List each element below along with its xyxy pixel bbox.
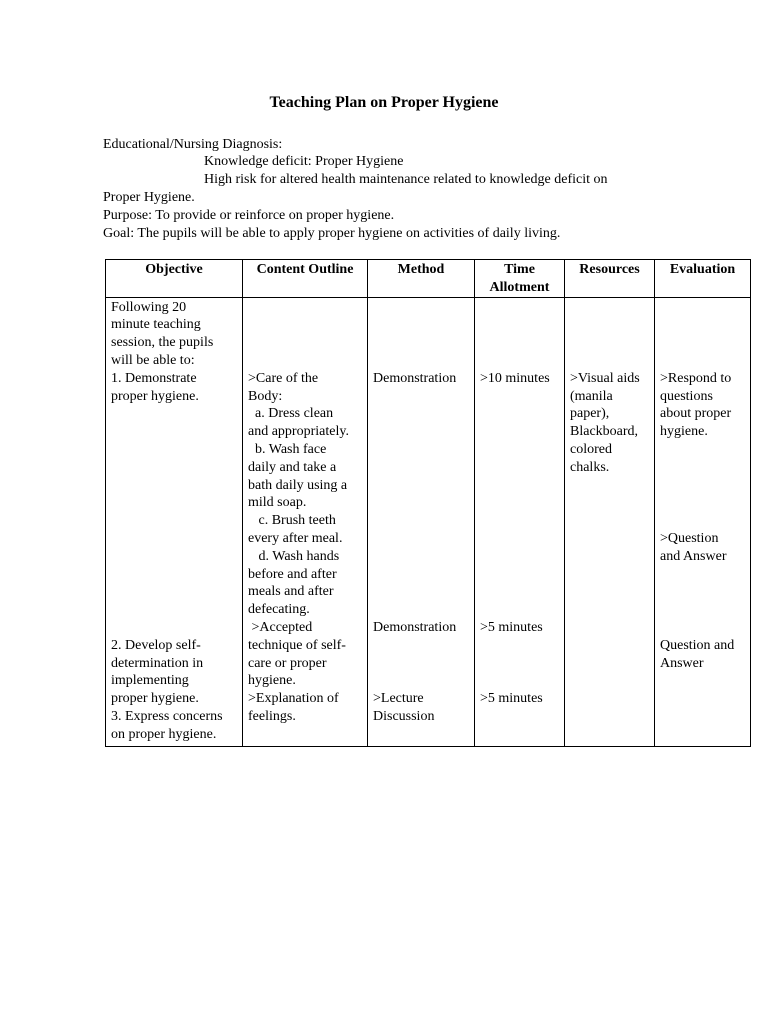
cell-text-line <box>480 637 559 655</box>
cell-text-line: every after meal. <box>248 530 343 546</box>
cell-text-line <box>111 477 237 495</box>
cell-text-line <box>660 566 745 584</box>
purpose-text: Purpose: To provide or reinforce on proper hygiene. <box>103 208 395 223</box>
header-method: Method <box>368 260 475 298</box>
cell-text-line: minute teaching <box>111 317 201 333</box>
cell-text-line: implementing <box>111 673 189 689</box>
cell-text-line: meals and after <box>248 584 334 600</box>
cell-text-line: colored <box>570 441 612 457</box>
header-time-line-1: Time <box>504 262 535 277</box>
cell-text-line <box>111 441 237 459</box>
header-content-outline: Content Outline <box>243 260 368 298</box>
cell-text-line: paper), <box>570 406 610 422</box>
cell-text-line <box>373 352 469 370</box>
cell-text-line: Demonstration <box>373 370 457 386</box>
cell-text-line <box>111 601 237 619</box>
cell-text-line: before and after <box>248 566 337 582</box>
cell-text-line: determination in <box>111 655 204 671</box>
resources-cell <box>565 297 655 746</box>
cell-text-line <box>480 423 559 441</box>
cell-text-line: >Care of the <box>248 370 319 386</box>
cell-text-line <box>480 672 559 690</box>
cell-text-line: Demonstration <box>373 619 457 635</box>
cell-text-line: proper hygiene. <box>111 691 199 707</box>
cell-text-line: care or proper <box>248 655 327 671</box>
table-header-row <box>106 260 751 298</box>
cell-text-line <box>248 316 362 334</box>
cell-text-line <box>111 530 237 548</box>
cell-text-line <box>480 601 559 619</box>
cell-text-line: a. Dress clean <box>248 406 334 422</box>
cell-text-line <box>248 299 362 317</box>
cell-text-line <box>660 334 745 352</box>
cell-text-line <box>480 388 559 406</box>
cell-text-line <box>660 583 745 601</box>
cell-text-line <box>480 352 559 370</box>
cell-text-line: 3. Express concerns <box>111 708 223 724</box>
header-time-allotment <box>475 260 565 298</box>
cell-text-line <box>660 601 745 619</box>
cell-text-line: 2. Develop self- <box>111 637 201 653</box>
cell-text-line <box>480 512 559 530</box>
cell-text-line <box>373 459 469 477</box>
cell-text-line <box>660 477 745 495</box>
cell-text-line: on proper hygiene. <box>111 726 217 742</box>
cell-text-line: Following 20 <box>111 299 187 315</box>
table-row <box>106 297 751 746</box>
header-evaluation: Evaluation <box>655 260 751 298</box>
cell-text-line <box>373 477 469 495</box>
cell-text-line: about proper <box>660 406 732 422</box>
cell-text-line: mild soap. <box>248 495 307 511</box>
cell-text-line: chalks. <box>570 459 610 475</box>
cell-text-line: Answer <box>660 655 704 671</box>
cell-text-line: >Question <box>660 530 719 546</box>
cell-text-line: Body: <box>248 388 283 404</box>
diagnosis-label: Educational/Nursing Diagnosis: <box>103 137 283 152</box>
cell-text-line <box>660 299 745 317</box>
objective-cell <box>106 297 243 746</box>
cell-text-line <box>480 334 559 352</box>
cell-text-line <box>660 441 745 459</box>
cell-text-line <box>480 299 559 317</box>
cell-text-line <box>373 637 469 655</box>
cell-text-line <box>111 583 237 601</box>
cell-text-line <box>373 334 469 352</box>
cell-text-line <box>373 388 469 406</box>
cell-text-line: 1. Demonstrate <box>111 370 197 386</box>
cell-text-line: proper hygiene. <box>111 388 199 404</box>
diagnosis-item-2-continued: Proper Hygiene. <box>103 190 195 205</box>
cell-text-line <box>660 459 745 477</box>
cell-text-line <box>480 405 559 423</box>
cell-text-line <box>111 619 237 637</box>
cell-text-line: d. Wash hands <box>248 548 340 564</box>
cell-text-line <box>570 334 649 352</box>
cell-text-line <box>480 494 559 512</box>
cell-text-line <box>373 566 469 584</box>
diagnosis-item-1: Knowledge deficit: Proper Hygiene <box>204 154 404 169</box>
cell-text-line <box>373 601 469 619</box>
cell-text-line: hygiene. <box>660 424 708 440</box>
cell-text-line <box>480 566 559 584</box>
cell-text-line <box>373 672 469 690</box>
cell-text-line: will be able to: <box>111 352 195 368</box>
cell-text-line: questions <box>660 388 713 404</box>
cell-text-line: session, the pupils <box>111 335 214 351</box>
cell-text-line: c. Brush teeth <box>248 513 336 529</box>
cell-text-line: daily and take a <box>248 459 337 475</box>
cell-text-line: >5 minutes <box>480 691 543 707</box>
cell-text-line: and appropriately. <box>248 424 349 440</box>
cell-text-line <box>111 548 237 566</box>
header-resources: Resources <box>565 260 655 298</box>
cell-text-line <box>248 334 362 352</box>
cell-text-line <box>111 512 237 530</box>
cell-text-line <box>480 583 559 601</box>
cell-text-line <box>480 316 559 334</box>
cell-text-line <box>373 530 469 548</box>
cell-text-line: >5 minutes <box>480 619 543 635</box>
diagnosis-item-2: High risk for altered health maintenance related to knowledge deficit on <box>204 172 608 187</box>
cell-text-line <box>373 316 469 334</box>
header-time-line-2: Allotment <box>489 279 550 295</box>
cell-text-line <box>111 405 237 423</box>
method-cell <box>368 297 475 746</box>
cell-text-line <box>373 405 469 423</box>
cell-text-line: >Respond to <box>660 370 732 386</box>
cell-text-line <box>111 566 237 584</box>
cell-text-line <box>660 494 745 512</box>
cell-text-line <box>248 352 362 370</box>
cell-text-line <box>570 316 649 334</box>
cell-text-line <box>660 352 745 370</box>
cell-text-line: Discussion <box>373 708 435 724</box>
cell-text-line <box>480 459 559 477</box>
cell-text-line: >Visual aids <box>570 370 640 386</box>
cell-text-line <box>373 441 469 459</box>
cell-text-line <box>373 548 469 566</box>
cell-text-line <box>373 299 469 317</box>
cell-text-line: >Accepted <box>248 619 313 635</box>
evaluation-cell <box>655 297 751 746</box>
cell-text-line <box>660 619 745 637</box>
cell-text-line: Blackboard, <box>570 424 639 440</box>
cell-text-line: b. Wash face <box>248 441 327 457</box>
cell-text-line: and Answer <box>660 548 727 564</box>
cell-text-line <box>373 512 469 530</box>
time-allotment-cell <box>475 297 565 746</box>
cell-text-line: >10 minutes <box>480 370 550 386</box>
cell-text-line <box>373 423 469 441</box>
cell-text-line <box>111 423 237 441</box>
cell-text-line <box>570 299 649 317</box>
cell-text-line: feelings. <box>248 708 296 724</box>
cell-text-line <box>111 494 237 512</box>
cell-text-line: hygiene. <box>248 673 296 689</box>
cell-text-line: bath daily using a <box>248 477 348 493</box>
cell-text-line: technique of self- <box>248 637 346 653</box>
cell-text-line <box>480 441 559 459</box>
cell-text-line <box>373 494 469 512</box>
cell-text-line <box>373 583 469 601</box>
cell-text-line: >Explanation of <box>248 691 339 707</box>
cell-text-line: Question and <box>660 637 735 653</box>
cell-text-line <box>373 655 469 673</box>
cell-text-line <box>480 530 559 548</box>
cell-text-line <box>480 655 559 673</box>
document-title: Teaching Plan on Proper Hygiene <box>269 94 499 111</box>
header-objective: Objective <box>106 260 243 298</box>
cell-text-line: >Lecture <box>373 691 424 707</box>
cell-text-line <box>570 352 649 370</box>
cell-text-line: defecating. <box>248 602 310 618</box>
teaching-plan-table <box>105 259 751 747</box>
goal-text: Goal: The pupils will be able to apply proper hygiene on activities of daily living. <box>103 226 561 241</box>
cell-text-line <box>660 316 745 334</box>
cell-text-line <box>480 548 559 566</box>
cell-text-line: (manila <box>570 388 613 404</box>
cell-text-line <box>111 459 237 477</box>
content-outline-cell <box>243 297 368 746</box>
cell-text-line <box>660 512 745 530</box>
cell-text-line <box>480 477 559 495</box>
